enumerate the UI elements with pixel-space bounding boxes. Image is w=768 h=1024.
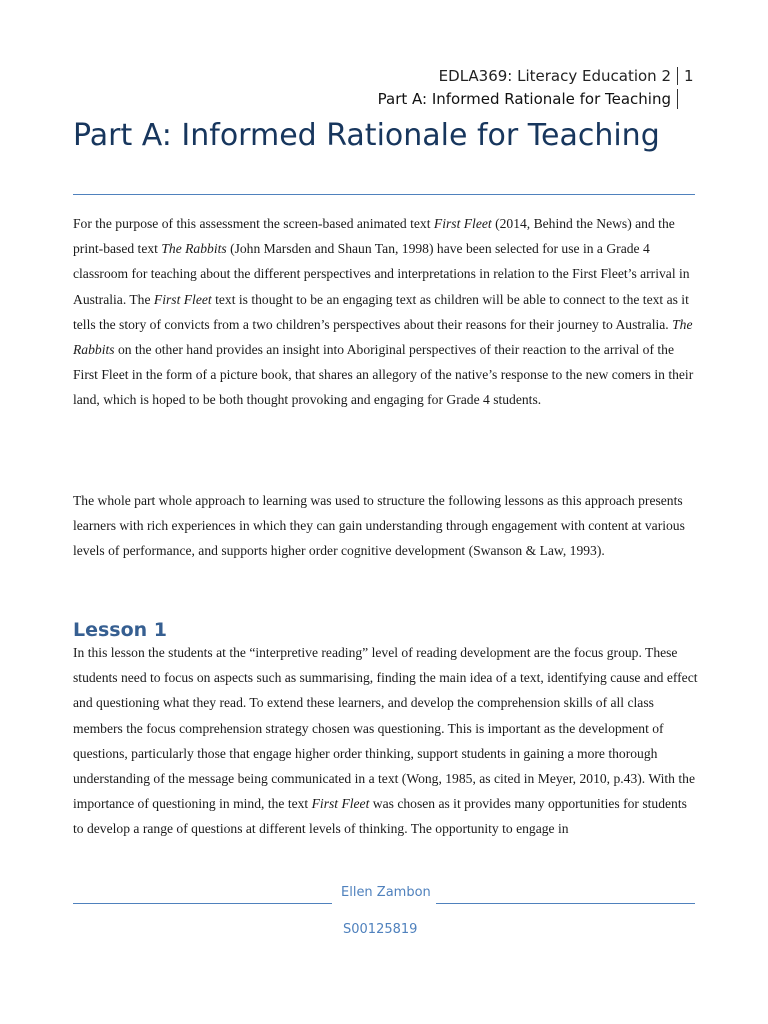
footer-rule-left: [73, 903, 332, 904]
header-divider: [677, 89, 694, 109]
approach-paragraph: The whole part whole approach to learning was used to structure the following lessons as this approach presents learners with rich experiences in which they can gain understanding through engagement with content at various levels of performance, and supports higher order cognitive development (Swanson & Law, 1993).: [73, 493, 685, 559]
document-title: Part A: Informed Rationale for Teaching: [73, 118, 660, 153]
course-code: EDLA369: Literacy Education 2: [438, 66, 671, 85]
header-course-line: [74, 64, 694, 87]
intro-paragraph: For the purpose of this assessment the screen-based animated text First Fleet (2014, Behind the News) and the print-based text The Rabbits (John Marsden and Shaun Tan, 1998) have been selected for use in a Grade 4 classroom for teaching about the different perspectives and interpretations in relation to the First Fleet’s arrival in Australia. The First Fleet text is thought to be an engaging text as children will be able to connect to the text as it tells the story of convicts from a two children’s perspectives about their reasons for their journey to Australia. The Rabbits on the other hand provides an insight into Aboriginal perspectives of their reaction to the arrival of the First Fleet in the form of a picture book, that shares an allegory of the native’s response to the new comers in their land, which is hoped to be both thought provoking and engaging for Grade 4 students.: [73, 216, 694, 408]
page-header: [74, 64, 694, 110]
header-subtitle-line: [74, 87, 694, 110]
header-subtitle: Part A: Informed Rationale for Teaching: [377, 89, 671, 108]
lesson-1-paragraph: In this lesson the students at the “interpretive reading” level of reading development are the focus group. These students need to focus on aspects such as summarising, finding the main idea of a text, identifying cause and effect and questioning what they read. To extend these learners, and develop the comprehension skills of all class members the focus comprehension strategy chosen was questioning. This is important as the development of questions, particularly those that engage higher order thinking, support students in gaining a more thorough understanding of the message being communicated in a text (Wong, 1985, as cited in Meyer, 2010, p.43). With the importance of questioning in mind, the text First Fleet was chosen as it provides many opportunities for students to develop a range of questions at different levels of thinking. The opportunity to engage in: [73, 645, 698, 837]
footer-student-id: S00125819: [343, 922, 418, 937]
title-underline: [73, 194, 695, 195]
lesson-1-heading: Lesson 1: [73, 619, 168, 641]
footer-rule-right: [436, 903, 695, 904]
page-number: 1: [677, 67, 694, 85]
footer-author: Ellen Zambon: [341, 885, 431, 900]
